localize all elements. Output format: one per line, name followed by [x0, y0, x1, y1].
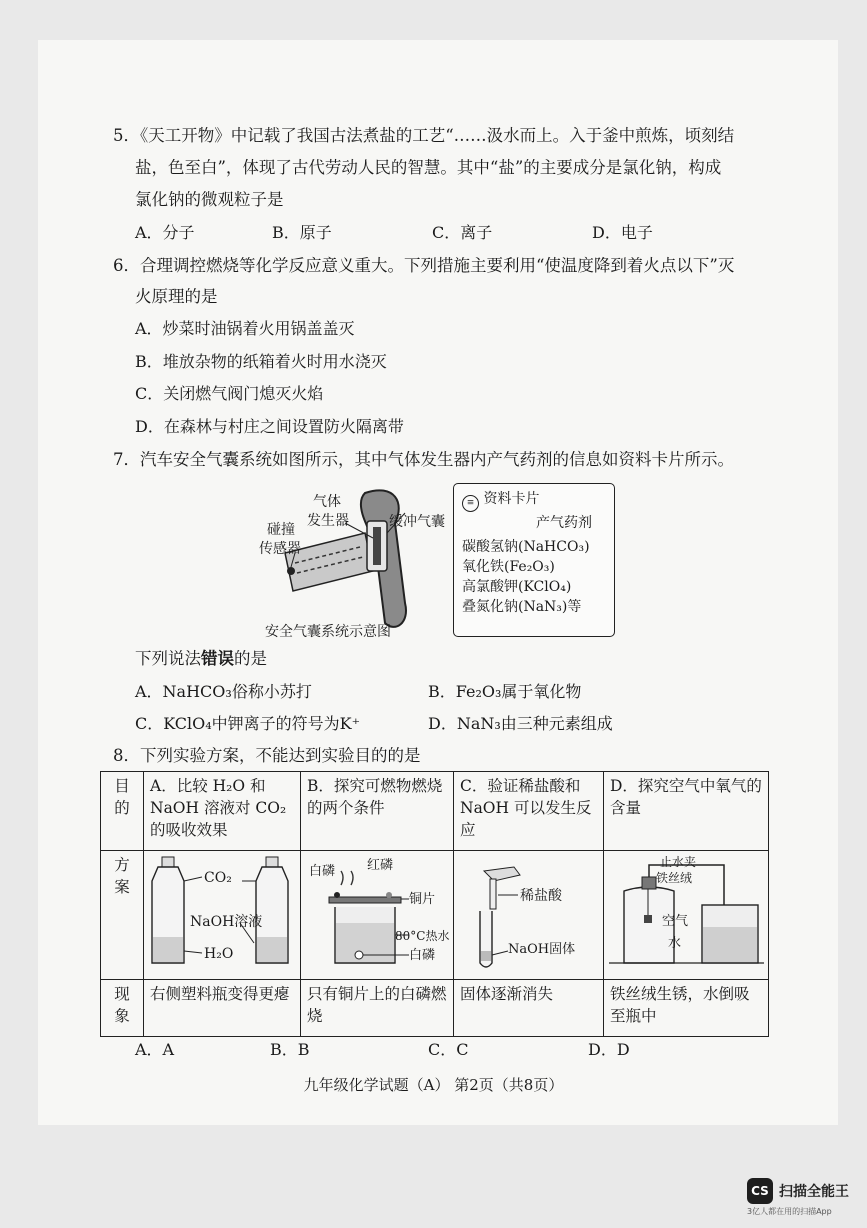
q7-stem-post: 的是: [234, 649, 267, 668]
label-naoh-solution: NaOH溶液: [190, 914, 263, 930]
label-h2o: H₂O: [204, 946, 234, 962]
scanner-logo-icon: CS: [747, 1178, 773, 1204]
experiment-table: [100, 771, 769, 1037]
q6-line2: 火原理的是: [135, 287, 218, 306]
q6-line1: 6．合理调控燃烧等化学反应意义重大。下列措施主要利用“使温度降到着火点以下”灭: [113, 256, 735, 275]
scheme-c: [454, 851, 604, 980]
q7-option-c: C．KClO₄中钾离子的符号为K⁺: [135, 714, 361, 733]
q5-option-b: B．原子: [272, 223, 332, 242]
label-water-clip: 止水夹: [660, 855, 697, 869]
q6-option-a: A．炒菜时油锅着火用锅盖盖灭: [135, 319, 355, 338]
q8-option-c: C．C: [428, 1040, 469, 1059]
label-buffer-airbag: 缓冲气囊: [389, 514, 445, 530]
label-red-phosphorus: 红磷: [367, 858, 394, 873]
scanner-name: 扫描全能王: [779, 1184, 849, 1200]
label-iron-wool: 铁丝绒: [656, 871, 693, 885]
row-head-phenomenon: 现象: [101, 980, 144, 1037]
airbag-illustration: [255, 483, 445, 643]
q6-option-d: D．在森林与村庄之间设置防火隔离带: [135, 417, 404, 436]
table-row-scheme: [101, 851, 769, 980]
card-subtitle: 产气药剂: [536, 515, 592, 531]
page-footer: 九年级化学试题（A） 第2页（共8页）: [303, 1076, 564, 1094]
figure-caption: 安全气囊系统示意图: [265, 624, 391, 640]
q5-option-a: A．分子: [135, 223, 195, 242]
row-head-purpose: 目的: [101, 772, 144, 851]
q8-option-b: B．B: [270, 1040, 310, 1059]
label-naoh-solid: NaOH固体: [508, 942, 576, 957]
purpose-c: C．验证稀盐酸和 NaOH 可以发生反应: [454, 772, 604, 851]
q7-option-b: B．Fe₂O₃属于氧化物: [428, 682, 582, 701]
q7-option-d: D．NaN₃由三种元素组成: [428, 714, 613, 733]
purpose-b: B．探究可燃物燃烧的两个条件: [301, 772, 454, 851]
card-item-1: 碳酸氢钠(NaHCO₃): [462, 539, 590, 555]
card-item-4: 叠氮化钠(NaN₃)等: [462, 599, 582, 615]
q8-line1: 8．下列实验方案，不能达到实验目的的是: [113, 746, 421, 765]
label-collision-1: 碰撞: [267, 522, 295, 538]
phenomenon-b: 只有铜片上的白磷燃烧: [301, 980, 454, 1037]
q7-stem-pre: 下列说法: [135, 649, 201, 668]
q6-option-c: C．关闭燃气阀门熄灭火焰: [135, 384, 324, 403]
purpose-a: A．比较 H₂O 和 NaOH 溶液对 CO₂ 的吸收效果: [144, 772, 301, 851]
purpose-d: D．探究空气中氧气的含量: [604, 772, 769, 851]
phenomenon-d: 铁丝绒生锈，水倒吸至瓶中: [604, 980, 769, 1037]
label-gas-generator-2: 发生器: [307, 513, 349, 529]
label-co2: CO₂: [204, 870, 232, 886]
row-head-scheme: 方案: [101, 851, 144, 980]
card-item-3: 高氯酸钾(KClO₄): [462, 579, 572, 595]
scheme-d: [604, 851, 769, 980]
label-water: 水: [668, 936, 682, 951]
label-hot-water: 80°C热水: [395, 929, 450, 943]
label-air: 空气: [662, 914, 689, 929]
card-item-2: 氧化铁(Fe₂O₃): [462, 559, 555, 575]
q5-option-d: D．电子: [592, 223, 653, 242]
table-row-purpose: [101, 772, 769, 851]
phenomenon-a: 右侧塑料瓶变得更瘪: [144, 980, 301, 1037]
q7-option-a: A．NaHCO₃俗称小苏打: [135, 682, 312, 701]
scanner-watermark: [747, 1178, 857, 1218]
q7-line1: 7．汽车安全气囊系统如图所示，其中气体发生器内产气药剂的信息如资料卡片所示。: [113, 450, 734, 469]
q7-stem: [135, 648, 267, 670]
label-white-phosphorus-2: 白磷: [409, 948, 436, 963]
scheme-a: [144, 851, 301, 980]
scheme-b: [301, 851, 454, 980]
scanner-tagline: 3亿人都在用的扫描App: [747, 1207, 832, 1216]
airbag-diagram: [255, 483, 445, 643]
label-collision-2: 传感器: [259, 541, 301, 557]
label-dilute-hcl: 稀盐酸: [520, 888, 562, 904]
q7-stem-emphasis: 错误: [201, 649, 234, 668]
q5-line1: 5．《天工开物》中记载了我国古法煮盐的工艺“……汲水而上。入于釜中煎炼，顷刻结: [113, 126, 735, 145]
q5-option-c: C．离子: [432, 223, 493, 242]
card-icon: ≡: [462, 495, 479, 512]
card-title: 资料卡片: [483, 491, 540, 507]
table-row-phenomenon: [101, 980, 769, 1037]
label-white-phosphorus: 白磷: [309, 864, 336, 879]
label-gas-generator-1: 气体: [313, 494, 341, 510]
info-card: [453, 483, 615, 637]
q8-option-d: D．D: [588, 1040, 630, 1059]
card-title-row: [462, 490, 539, 512]
q8-option-a: A．A: [135, 1040, 175, 1059]
q5-line2: 盐，色至白”，体现了古代劳动人民的智慧。其中“盐”的主要成分是氯化钠，构成: [135, 158, 722, 177]
label-copper-sheet: 铜片: [409, 892, 436, 907]
q6-option-b: B．堆放杂物的纸箱着火时用水浇灭: [135, 352, 387, 371]
q5-line3: 氯化钠的微观粒子是: [135, 190, 284, 209]
phenomenon-c: 固体逐渐消失: [454, 980, 604, 1037]
